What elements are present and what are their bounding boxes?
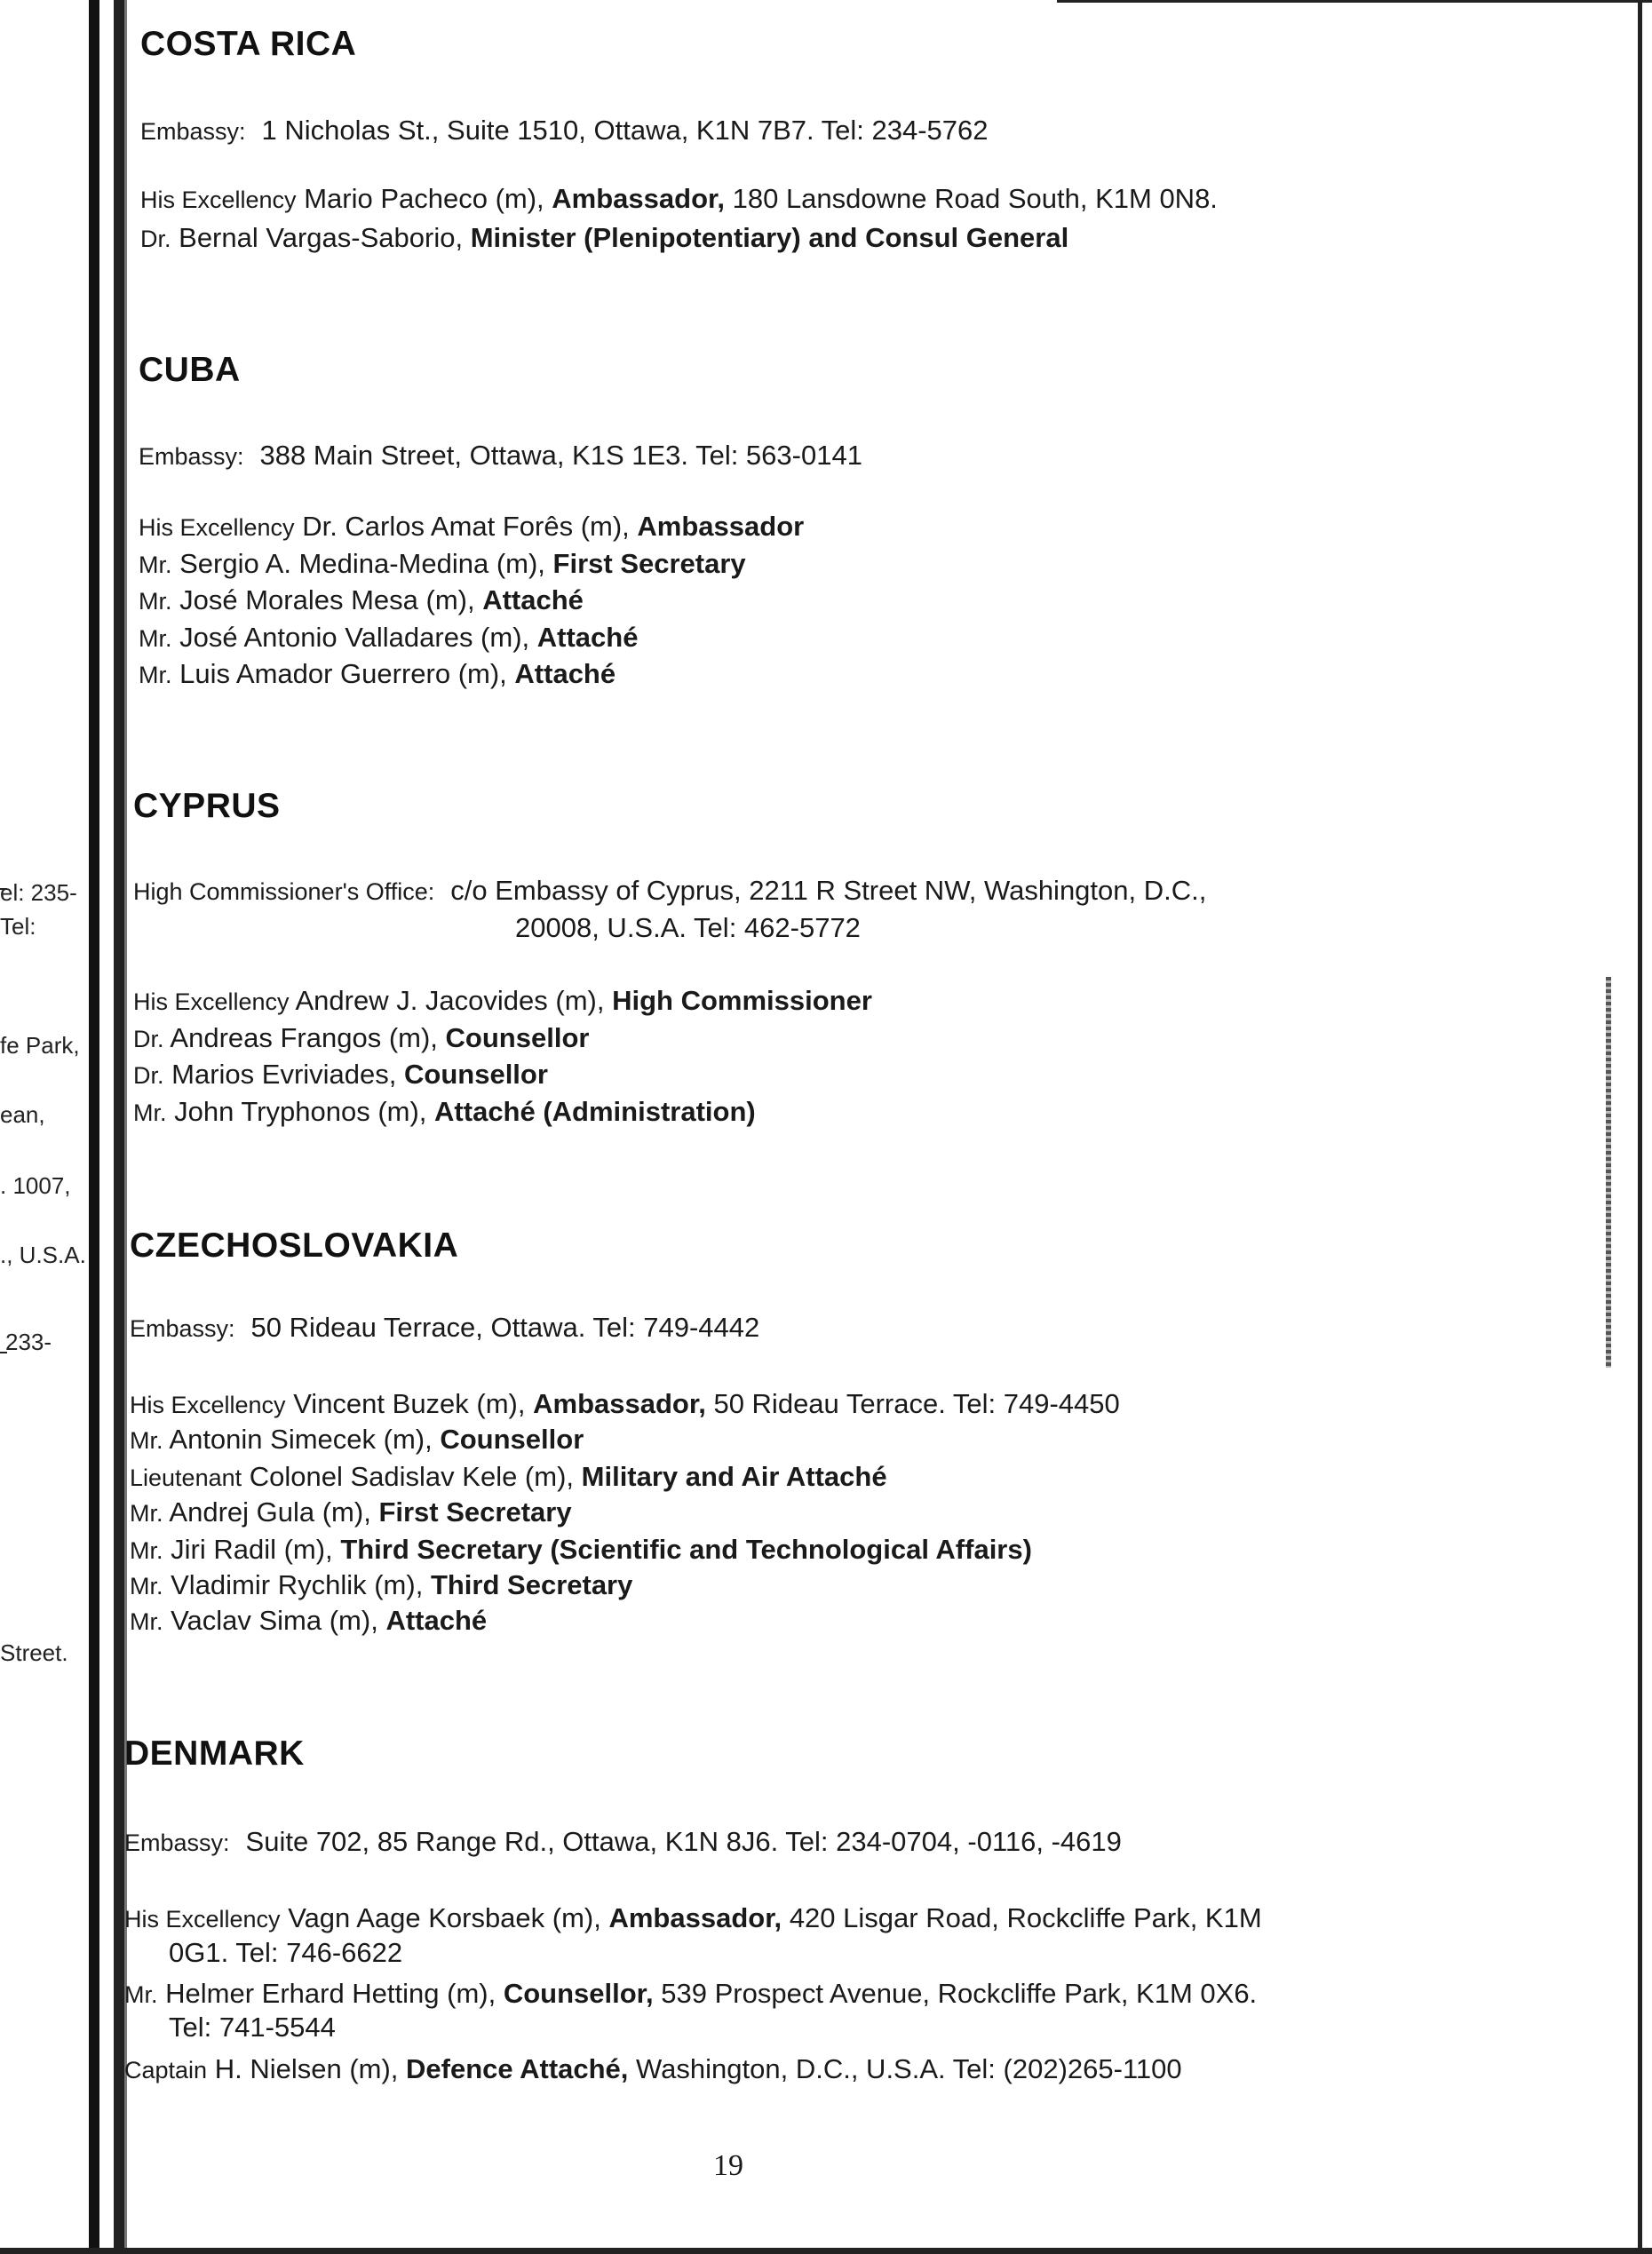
staff-name: Vladimir Rychlik (m), [171,1569,424,1600]
staff-title: Attaché [514,658,616,689]
staff-entry [139,547,746,582]
staff-entry [139,510,804,544]
staff-honorific: Mr. [130,1573,163,1599]
staff-honorific: His Excellency [139,514,295,541]
staff-title: Attaché [385,1605,488,1636]
staff-name: Vaclav Sima (m), [171,1605,378,1636]
staff-details: 420 Lisgar Road, Rockcliffe Park, K1M [789,1902,1262,1933]
staff-entry [133,1095,756,1130]
margin-fragment: fe Park, [0,1032,80,1059]
staff-entry [130,1533,1032,1567]
staff-name: Marios Evriviades, [171,1059,397,1090]
right-border [1638,0,1642,2254]
embassy-label: High Commissioner's Office: [133,878,435,905]
staff-entry [139,621,638,655]
staff-honorific: His Excellency [124,1906,281,1933]
staff-name: José Antonio Valladares (m), [179,622,530,653]
staff-name: Luis Amador Guerrero (m), [179,658,507,689]
staff-title: Ambassador, [533,1388,706,1419]
binding-bar-inner [114,0,124,2254]
embassy-label: Embassy: [140,118,246,145]
margin-fragment: ean, [0,1101,45,1128]
margin-fragment: 233- [5,1329,52,1355]
embassy-line [139,439,862,473]
staff-honorific: Mr. [130,1537,163,1564]
staff-title: Ambassador, [552,183,725,214]
staff-entry [130,1387,1120,1422]
country-heading: DENMARK [124,1734,305,1773]
right-edge-noise [1606,977,1611,1368]
staff-name: Vagn Aage Korsbaek (m), [288,1902,601,1933]
staff-entry [124,2052,1182,2087]
staff-entry [133,1058,548,1092]
staff-name: Helmer Erhard Hetting (m), [165,1978,496,2009]
staff-entry [139,657,616,692]
staff-honorific: Captain [124,2057,208,2083]
staff-name: H. Nielsen (m), [214,2053,399,2084]
staff-honorific: Mr. [139,625,172,652]
staff-title: Attaché [482,584,584,615]
staff-entry [130,1604,487,1639]
staff-title: Attaché (Administration) [434,1096,756,1127]
staff-details: 539 Prospect Avenue, Rockcliffe Park, K1M 0X6. [661,1978,1258,2009]
staff-honorific: Mr. [139,588,172,615]
embassy-line [140,114,989,148]
staff-title: Counsellor [440,1424,584,1455]
staff-entry [140,221,1068,256]
staff-name: Andrew J. Jacovides (m), [295,985,605,1016]
staff-details: Washington, D.C., U.S.A. Tel: (202)265-1100 [636,2053,1182,2084]
country-heading: COSTA RICA [140,25,357,63]
embassy-address: 388 Main Street, Ottawa, K1S 1E3. Tel: 563-0141 [259,440,862,471]
margin-fragment: Street. [0,1639,68,1666]
staff-details: 50 Rideau Terrace. Tel: 749-4450 [713,1388,1120,1419]
staff-entry [124,1901,1262,1936]
staff-honorific: Mr. [139,552,172,578]
top-rule [1057,0,1652,3]
staff-title: Counsellor [445,1022,590,1053]
country-heading: CUBA [139,351,241,389]
staff-title: Third Secretary (Scientific and Technological Affairs) [340,1534,1032,1565]
staff-name: Jiri Radil (m), [171,1534,333,1565]
staff-entry [130,1460,887,1495]
embassy-address: 1 Nicholas St., Suite 1510, Ottawa, K1N 7B7. Tel: 234-5762 [261,115,989,146]
embassy-address-cont: 20008, U.S.A. Tel: 462-5772 [515,912,861,943]
embassy-address: Suite 702, 85 Range Rd., Ottawa, K1N 8J6. Tel: 234-0704, -0116, -4619 [245,1826,1122,1857]
staff-honorific: Lieutenant [130,1464,242,1491]
staff-honorific: His Excellency [133,988,290,1015]
staff-details: 180 Lansdowne Road South, K1M 0N8. [732,183,1218,214]
staff-details-cont: Tel: 741-5544 [169,2012,336,2043]
staff-honorific: His Excellency [130,1392,286,1418]
staff-entry [133,1021,589,1056]
staff-name: José Morales Mesa (m), [179,584,475,615]
staff-name: Sergio A. Medina-Medina (m), [179,548,545,579]
staff-name: Vincent Buzek (m), [293,1388,526,1419]
staff-honorific: Mr. [124,1981,158,2008]
country-heading: CZECHOSLOVAKIA [130,1226,459,1265]
staff-name: Andreas Frangos (m), [170,1022,438,1053]
staff-entry [130,1568,632,1603]
staff-entry [130,1496,572,1530]
page-number: 19 [713,2149,743,2182]
embassy-line [124,1825,1122,1860]
staff-entry [133,984,872,1019]
staff-title: Attaché [536,622,639,653]
staff-name: Mario Pacheco (m), [304,183,544,214]
country-heading: CYPRUS [133,787,281,825]
staff-title: First Secretary [378,1496,572,1528]
margin-fragment: el: 235- [0,879,77,906]
staff-entry [130,1423,584,1457]
embassy-label: Embassy: [130,1315,235,1342]
staff-honorific: Dr. [133,1062,164,1089]
embassy-line [133,874,1206,909]
embassy-label: Embassy: [139,443,244,470]
binding-bar-outer [89,0,99,2254]
margin-fragment: . 1007, [0,1172,71,1199]
staff-title: Military and Air Attaché [581,1461,887,1492]
embassy-line [130,1311,759,1345]
staff-name: Colonel Sadislav Kele (m), [249,1461,575,1492]
margin-fragment: Tel: [0,913,36,940]
staff-name: Andrej Gula (m), [169,1496,371,1528]
staff-details-cont: 0G1. Tel: 746-6622 [169,1937,403,1968]
staff-honorific: Mr. [133,1099,167,1126]
staff-honorific: Mr. [130,1427,163,1454]
staff-title: Counsellor [404,1059,548,1090]
staff-title: Counsellor, [503,1978,654,2009]
staff-name: John Tryphonos (m), [174,1096,427,1127]
staff-title: Third Secretary [430,1569,633,1600]
staff-entry [124,1977,1257,2012]
staff-honorific: Dr. [133,1026,164,1052]
staff-title: First Secretary [552,548,746,579]
staff-honorific: Dr. [140,226,171,252]
embassy-label: Embassy: [124,1829,230,1856]
staff-title: Minister (Plenipotentiary) and Consul General [470,222,1069,253]
staff-honorific: Mr. [139,662,172,688]
staff-entry [139,583,584,618]
staff-title: High Commissioner [612,985,872,1016]
margin-fragment: ., U.S.A. [0,1242,86,1268]
staff-title: Ambassador, [608,1902,782,1933]
staff-honorific: Mr. [130,1500,163,1527]
staff-title: Ambassador [637,511,805,542]
staff-title: Defence Attaché, [406,2053,629,2084]
staff-name: Dr. Carlos Amat Forês (m), [302,511,630,542]
embassy-address: c/o Embassy of Cyprus, 2211 R Street NW, Washington, D.C., [450,875,1207,906]
staff-honorific: His Excellency [140,187,297,213]
staff-entry [140,182,1218,217]
staff-name: Bernal Vargas-Saborio, [179,222,464,253]
staff-name: Antonin Simecek (m), [169,1424,433,1455]
embassy-address: 50 Rideau Terrace, Ottawa. Tel: 749-4442 [250,1312,760,1343]
bottom-rule [0,2248,1652,2254]
staff-honorific: Mr. [130,1608,163,1635]
